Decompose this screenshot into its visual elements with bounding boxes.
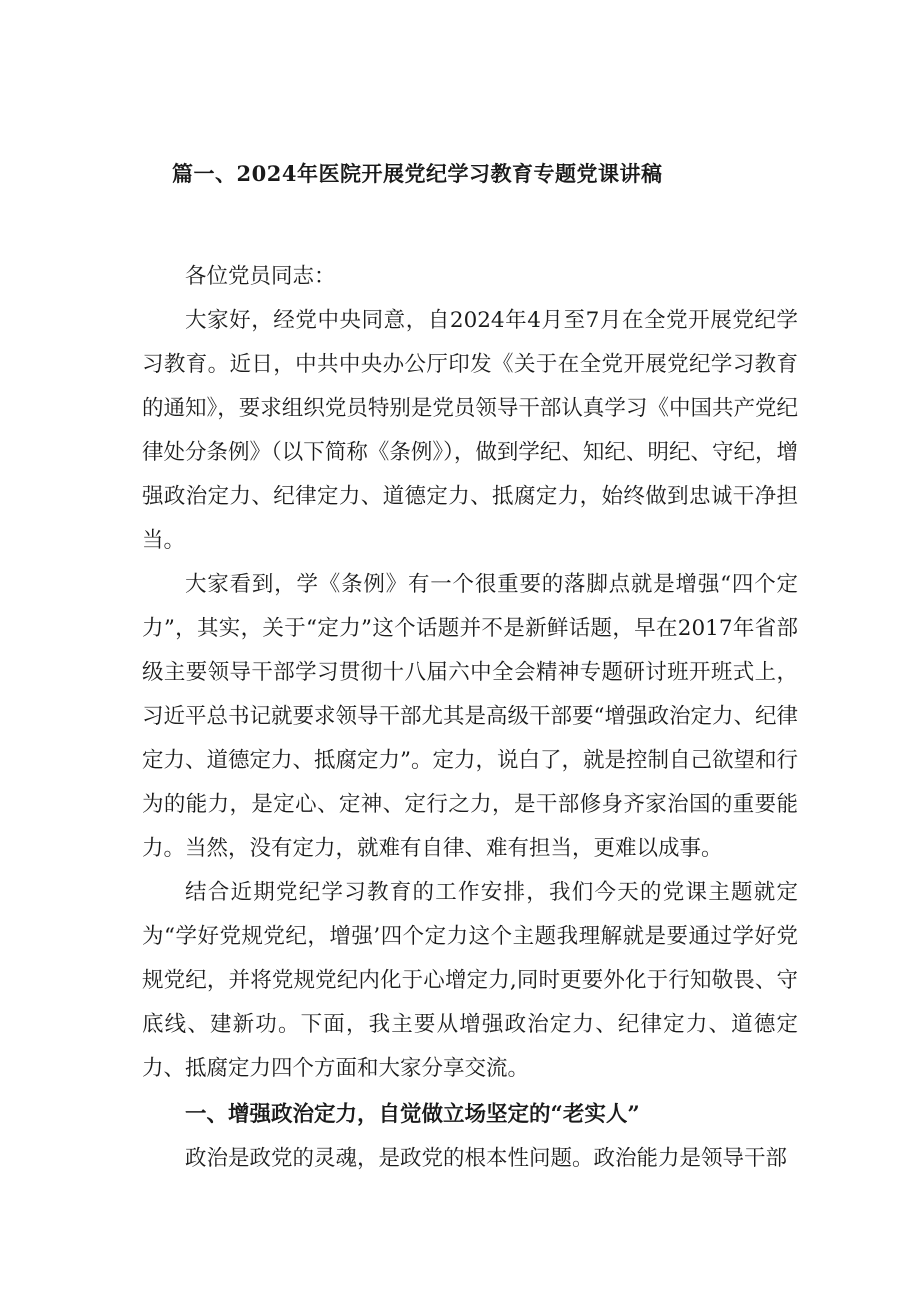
body-paragraph: 结合近期党纪学习教育的工作安排，我们今天的党课主题就定为“学好党规党纪，增强’四个定力这个主题我理解就是要通过学好党规党纪，并将党规党纪内化于心增定力,同时更要外化于行知敬畏、守底线、建新功。下面，我主要从增强政治定力、纪律定力、道德定力、抵腐定力四个方面和大家分享交流。 — [142, 880, 798, 1081]
greeting-paragraph: 各位党员同志： — [185, 264, 336, 289]
body-paragraph: 大家好，经党中央同意，自2024年4月至7月在全党开展党纪学习教育。近日，中共中央办公厅印发《关于在全党开展党纪学习教育的通知》，要求组织党员特别是党员领导干部认真学习《中国共产党纪律处分条例》（以下简称《条例》），做到学纪、知纪、明纪、守纪，增强政治定力、纪律定力、道德定力、抵腐定力，始终做到忠诚干净担当。 — [142, 308, 798, 553]
section-heading: 一、增强政治定力，自觉做立场坚定的“老实人” — [185, 1102, 640, 1127]
body-paragraph: 大家看到，学《条例》有一个很重要的落脚点就是增强“四个定力”，其实，关于“定力”这个话题并不是新鲜话题，早在2017年省部级主要领导干部学习贯彻十八届六中全会精神专题研讨班开班式上，习近平总书记就要求领导干部尤其是高级干部要“增强政治定力、纪律定力、道德定力、抵腐定力”。定力，说白了，就是控制自己欲望和行为的能力，是定心、定神、定行之力，是干部修身齐家治国的重要能力。当然，没有定力，就难有自律、难有担当，更难以成事。 — [142, 572, 798, 861]
document-body — [142, 255, 798, 1181]
body-paragraph: 政治是政党的灵魂，是政党的根本性问题。政治能力是领导干部 — [185, 1146, 788, 1171]
document-title: 篇一、2024年医院开展党纪学习教育专题党课讲稿 — [172, 161, 663, 186]
